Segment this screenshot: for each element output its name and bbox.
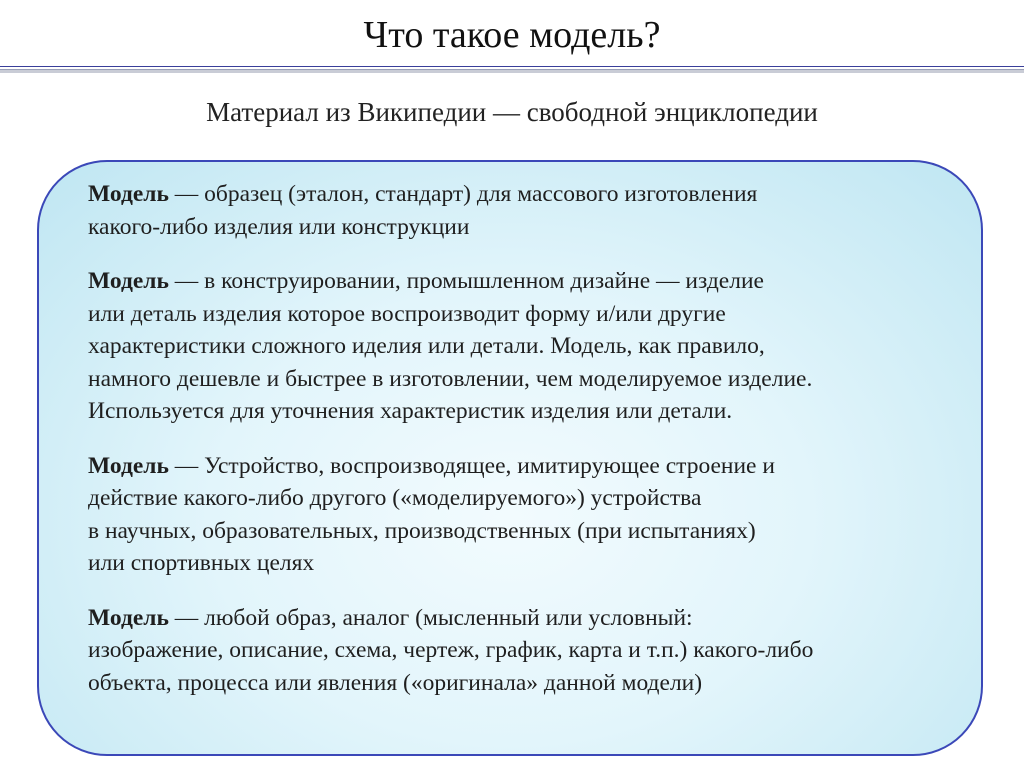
definition-text: — Устройство, воспроизводящее, имитирующее строение и (168, 452, 775, 479)
definition-term: Модель (88, 181, 169, 207)
definition-3-line-1 (88, 450, 978, 483)
definition-text: Используется для уточнения характеристик изделия или детали. (88, 398, 733, 424)
definition-2 (88, 265, 978, 428)
definition-2-line-1 (88, 265, 978, 298)
definition-text: — образец (эталон, стандарт) для массового изготовления (168, 181, 758, 207)
definition-text: действие какого-либо другого («моделируемого») устройства (88, 485, 702, 511)
definition-term: Модель (88, 604, 169, 631)
definition-text: какого-либо изделия или конструкции (88, 213, 470, 240)
definition-4 (88, 602, 978, 700)
definition-term: Модель (88, 452, 169, 479)
definition-text: или деталь изделия которое воспроизводит форму и/или другие (88, 300, 726, 327)
definition-1 (88, 178, 978, 243)
definitions-list (88, 178, 978, 699)
definition-text: в научных, образовательных, производственных (при испытаниях) (88, 517, 756, 544)
definition-text: объекта, процесса или явления («оригинала» данной модели) (88, 669, 703, 696)
definition-text: или спортивных целях (88, 550, 315, 576)
definition-text: намного дешевле и быстрее в изготовлении, чем моделируемое изделие. (88, 365, 813, 392)
definition-term: Модель (88, 268, 169, 294)
definition-text: характеристики сложного иделия или детали. Модель, как правило, (88, 333, 765, 359)
definition-4-line-1 (88, 602, 978, 635)
definition-text: изображение, описание, схема, чертеж, график, карта и т.п.) какого-либо (88, 637, 814, 663)
definition-3 (88, 450, 978, 580)
title-divider-thin (0, 66, 1024, 67)
title-divider-thick (0, 69, 1024, 73)
slide-title: Что такое модель? (363, 14, 661, 56)
source-subtitle: Материал из Википедии — свободной энциклопедии (206, 97, 818, 127)
definition-text: — в конструировании, промышленном дизайне — изделие (168, 268, 764, 294)
definition-1-line-1 (88, 178, 978, 211)
definition-text: — любой образ, аналог (мысленный или условный: (168, 604, 693, 631)
